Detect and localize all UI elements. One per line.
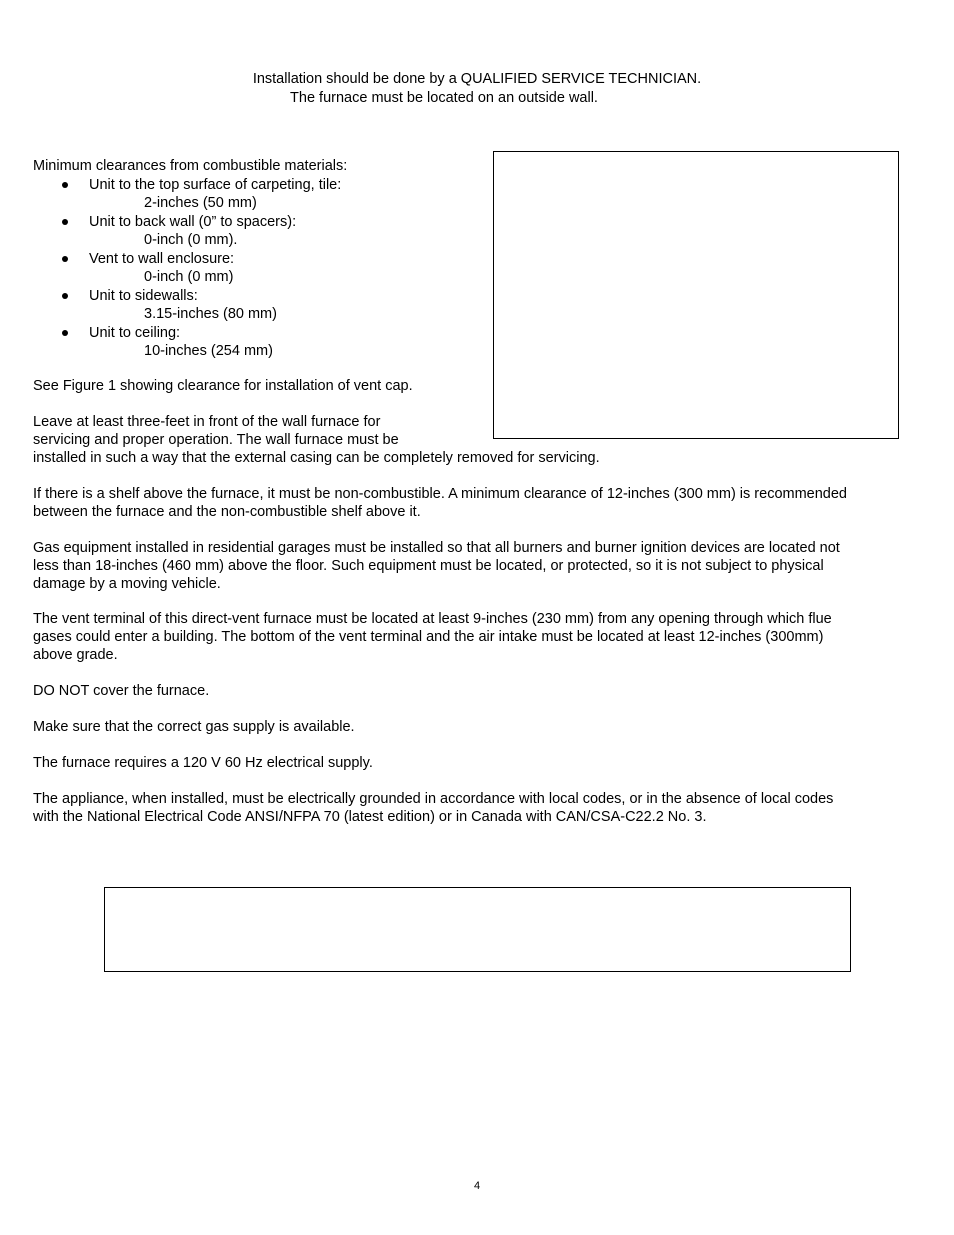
bullet-icon: [62, 293, 68, 299]
cover-note: DO NOT cover the furnace.: [33, 683, 210, 699]
figure-reference: See Figure 1 showing clearance for installation of vent cap.: [33, 378, 413, 394]
clearance-label-ceiling: Unit to ceiling:: [89, 325, 181, 341]
clearance-label-vent-enclosure: Vent to wall enclosure:: [89, 251, 235, 267]
clearances-intro: Minimum clearances from combustible materials:: [33, 158, 348, 174]
clearance-label-sidewalls: Unit to sidewalls:: [89, 288, 198, 304]
service-line-2: servicing and proper operation. The wall furnace must be: [33, 432, 399, 448]
ground-line-1: The appliance, when installed, must be electrically grounded in accordance with local codes, or in the absence of local codes: [33, 791, 834, 807]
bullet-icon: [62, 330, 68, 336]
garage-line-1: Gas equipment installed in residential garages must be installed so that all burners and burner ignition devices are located not: [33, 540, 840, 556]
vent-line-2: gases could enter a building. The bottom of the vent terminal and the air intake must be located at least 12-inches (300mm): [33, 629, 824, 645]
clearance-label-back-wall: Unit to back wall (0” to spacers):: [89, 214, 297, 230]
clearance-value-ceiling: 10-inches (254 mm): [144, 343, 273, 359]
header-line-1: Installation should be done by a QUALIFIED SERVICE TECHNICIAN.: [252, 71, 702, 87]
shelf-line-1: If there is a shelf above the furnace, it must be non-combustible. A minimum clearance of 12-inches (300 mm) is recommended: [33, 486, 847, 502]
bullet-icon: [62, 219, 68, 225]
service-line-3: installed in such a way that the external casing can be completely removed for servicing.: [33, 450, 600, 466]
garage-line-2: less than 18-inches (460 mm) above the floor. Such equipment must be located, or protected, so it is not subject to physical: [33, 558, 824, 574]
page-number: 4: [473, 1180, 481, 1192]
ground-line-2: with the National Electrical Code ANSI/NFPA 70 (latest edition) or in Canada with CAN/CSA-C22.2 No. 3.: [33, 809, 707, 825]
notice-box: [104, 887, 851, 972]
clearance-value-back-wall: 0-inch (0 mm).: [144, 232, 238, 248]
clearance-value-carpet: 2-inches (50 mm): [144, 195, 257, 211]
figure-box: [493, 151, 899, 439]
garage-line-3: damage by a moving vehicle.: [33, 576, 221, 592]
clearance-value-sidewalls: 3.15-inches (80 mm): [144, 306, 277, 322]
header-line-2: The furnace must be located on an outside wall.: [290, 90, 598, 106]
service-line-1: Leave at least three-feet in front of the wall furnace for: [33, 414, 381, 430]
bullet-icon: [62, 256, 68, 262]
clearance-value-vent-enclosure: 0-inch (0 mm): [144, 269, 234, 285]
vent-line-1: The vent terminal of this direct-vent furnace must be located at least 9-inches (230 mm) from any opening through which flue: [33, 611, 832, 627]
shelf-line-2: between the furnace and the non-combustible shelf above it.: [33, 504, 421, 520]
vent-line-3: above grade.: [33, 647, 118, 663]
gas-note: Make sure that the correct gas supply is available.: [33, 719, 355, 735]
bullet-icon: [62, 182, 68, 188]
electrical-note: The furnace requires a 120 V 60 Hz electrical supply.: [33, 755, 373, 771]
clearance-label-carpet: Unit to the top surface of carpeting, tile:: [89, 177, 342, 193]
